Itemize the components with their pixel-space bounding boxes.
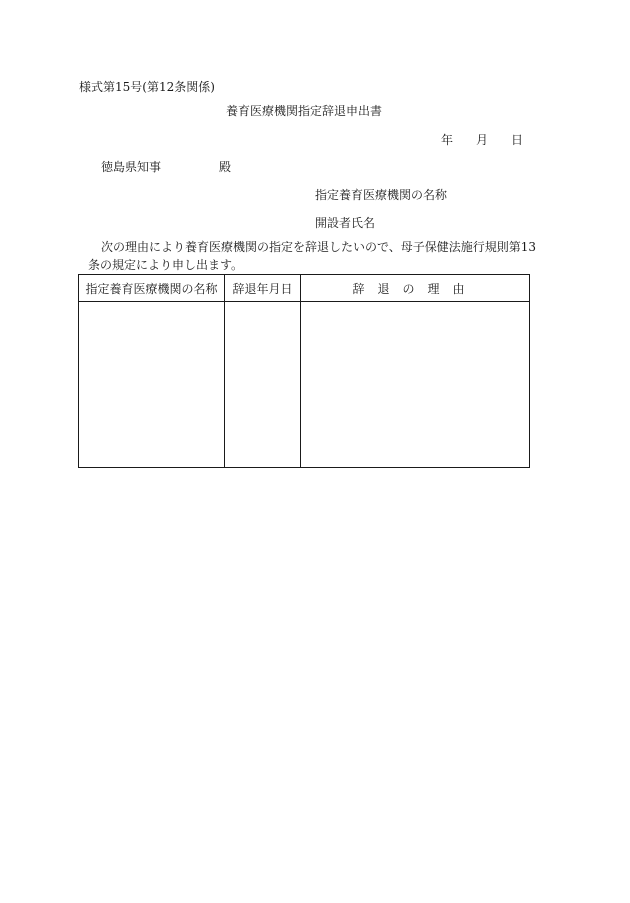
founder-name-label: 開設者氏名 xyxy=(315,216,376,230)
body-text-line-1: 次の理由により養育医療機関の指定を辞退したいので、母子保健法施行規則第13 xyxy=(101,240,537,254)
addressee-honorific: 殿 xyxy=(219,160,232,174)
resignation-reason-cell[interactable] xyxy=(301,302,530,468)
institution-name-label: 指定養育医療機関の名称 xyxy=(315,188,448,202)
date-month-label: 月 xyxy=(476,133,489,147)
body-text-line-2: 条の規定により申し出ます。 xyxy=(88,258,244,272)
date-year-label: 年 xyxy=(441,133,454,147)
form-number: 様式第15号(第12条関係) xyxy=(79,80,215,94)
resignation-table xyxy=(78,274,530,468)
addressee-name: 徳島県知事 xyxy=(101,160,162,174)
document-title: 養育医療機関指定辞退申出書 xyxy=(226,104,383,118)
resignation-date-cell[interactable] xyxy=(225,302,301,468)
column-header-institution-name: 指定養育医療機関の名称 xyxy=(79,275,225,302)
institution-name-cell[interactable] xyxy=(79,302,225,468)
date-day-label: 日 xyxy=(511,133,524,147)
table-header-row xyxy=(79,275,530,302)
column-header-resignation-date: 辞退年月日 xyxy=(225,275,301,302)
table-row xyxy=(79,302,530,468)
column-header-resignation-reason: 辞退の理由 xyxy=(301,275,530,302)
